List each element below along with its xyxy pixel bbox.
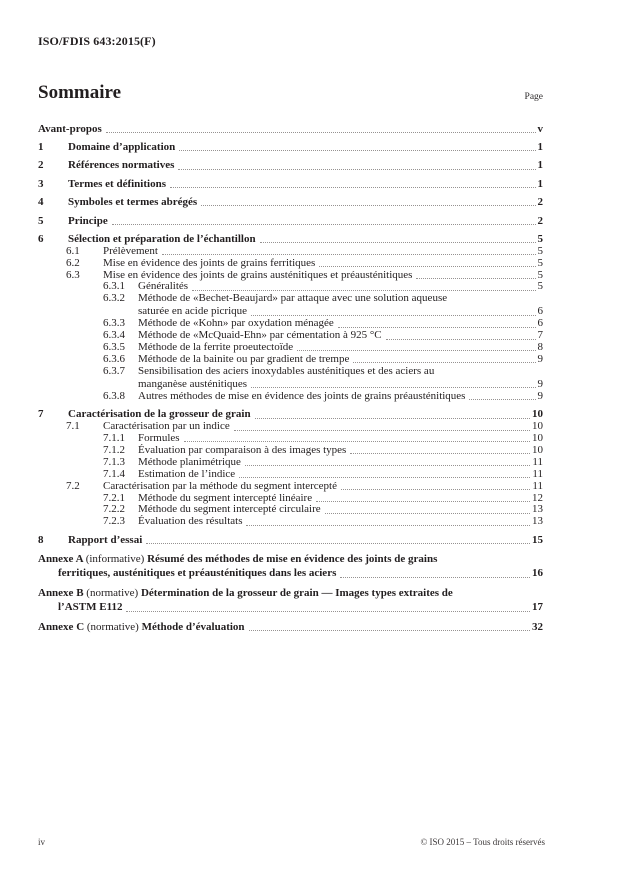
entry-number: 7.1 (66, 420, 80, 433)
entry-title: Symboles et termes abrégés (68, 196, 198, 209)
entry-page-number: 10 (532, 420, 543, 433)
entry-title-continued: ferritiques, austénitiques et préausténitiques dans les aciers (58, 566, 337, 579)
dot-leader (126, 611, 530, 612)
entry-page-number: 10 (532, 408, 543, 421)
toc-entry[interactable] (38, 258, 543, 270)
entry-page-number: 12 (532, 491, 543, 504)
entry-title: Principe (68, 214, 108, 227)
dot-leader (260, 242, 536, 243)
entry-title: Détermination de la grosseur de grain — Images types extraites de (140, 586, 453, 599)
entry-number: 5 (38, 214, 44, 227)
dot-leader (319, 266, 535, 267)
entry-title: Méthode de «Bechet-Beaujard» par attaque avec une solution aqueuse (138, 292, 448, 305)
dot-leader (246, 525, 530, 526)
dot-leader (106, 132, 536, 133)
entry-number: 6.3.1 (103, 280, 125, 293)
annex-label: Annexe B (38, 586, 87, 599)
entry-title-continued: l’ASTM E112 (58, 600, 123, 613)
entry-title: Sensibilisation des aciers inoxydables austénitiques et des aciers au (138, 364, 435, 377)
dot-leader (469, 399, 535, 400)
entry-title: Rapport d’essai (68, 533, 143, 546)
entry-number: 7 (38, 408, 44, 421)
entry-title: Mise en évidence des joints de grains austénitiques et préausténitiques (103, 268, 413, 281)
entry-page-number: 5 (537, 268, 543, 281)
page-title: Sommaire (38, 82, 122, 103)
entry-title: Mise en évidence des joints de grains ferritiques (103, 256, 316, 269)
entry-title: Méthode du segment intercepté circulaire (138, 503, 321, 516)
entry-number: 7.2 (66, 479, 80, 492)
entry-page-number: 6 (537, 317, 543, 330)
dot-leader (192, 290, 535, 291)
entry-title: Avant-propos (38, 122, 102, 135)
entry-title: Évaluation des résultats (138, 515, 243, 528)
dot-leader (184, 441, 530, 442)
entry-number: 7.1.4 (103, 467, 125, 480)
entry-number: 4 (38, 196, 44, 209)
entry-title: Caractérisation de la grosseur de grain (68, 408, 251, 421)
annex-qualifier: (informative) (85, 552, 148, 565)
dot-leader (340, 577, 530, 578)
toc-entry[interactable] (38, 552, 543, 566)
dot-leader (179, 150, 535, 151)
entry-title: Méthode planimétrique (138, 455, 241, 468)
entry-title-continued: manganèse austénitiques (138, 377, 248, 390)
entry-number: 7.2.3 (103, 515, 125, 528)
entry-title: Résumé des méthodes de mise en évidence des joints de grains (147, 552, 438, 565)
entry-page-number: 1 (537, 177, 543, 190)
entry-number: 7.2.2 (103, 503, 125, 516)
entry-number: 7.1.2 (103, 443, 125, 456)
toc-entry[interactable] (38, 141, 543, 154)
toc-entry[interactable] (38, 196, 543, 209)
toc-entry[interactable] (38, 215, 543, 228)
toc-entry[interactable] (38, 516, 543, 528)
dot-leader (350, 453, 530, 454)
entry-page-number: 5 (537, 256, 543, 269)
footer-page-number: iv (38, 837, 46, 847)
entry-title: Caractérisation par un indice (103, 420, 230, 433)
toc-entry[interactable] (38, 391, 543, 403)
entry-page-number: 13 (532, 503, 543, 516)
entry-page-number: 11 (532, 479, 543, 492)
dot-leader (112, 224, 536, 225)
toc-entry-continuation[interactable] (38, 378, 543, 391)
toc-entry-continuation[interactable] (38, 600, 543, 615)
entry-page-number: 11 (532, 467, 543, 480)
entry-number: 8 (38, 533, 44, 546)
entry-title: Méthode de «Kohn» par oxydation ménagée (138, 317, 334, 330)
annex-qualifier: (normative) (86, 620, 142, 633)
entry-page-number: 7 (537, 329, 543, 342)
entry-page-number: 11 (532, 455, 543, 468)
entry-number: 6 (38, 232, 44, 245)
entry-title: Termes et définitions (68, 177, 166, 190)
entry-number: 6.2 (66, 256, 80, 269)
annex-label: Annexe C (38, 620, 87, 633)
entry-title: Méthode de la bainite ou par gradient de trempe (138, 352, 350, 365)
entry-page-number: 5 (537, 280, 543, 293)
toc-entry[interactable] (38, 123, 543, 136)
entry-title: Sélection et préparation de l’échantillon (68, 232, 256, 245)
entry-page-number: 5 (537, 232, 543, 245)
entry-title: Références normatives (68, 159, 175, 172)
entry-number: 6.3.7 (103, 364, 125, 377)
entry-page-number: 2 (537, 196, 543, 209)
entry-page-number: 9 (537, 377, 543, 390)
entry-page-number: v (537, 122, 543, 135)
entry-page-number: 17 (532, 600, 543, 613)
entry-page-number: 10 (532, 443, 543, 456)
dot-leader (234, 430, 530, 431)
entry-title: Méthode de la ferrite proeutectoïde (138, 341, 294, 354)
dot-leader (162, 254, 536, 255)
entry-page-number: 5 (537, 244, 543, 257)
annex-qualifier: (normative) (86, 586, 141, 599)
dot-leader (170, 187, 536, 188)
entry-page-number: 13 (532, 515, 543, 528)
entry-page-number: 32 (532, 620, 543, 633)
dot-leader (251, 387, 535, 388)
toc-entry[interactable] (38, 620, 543, 634)
entry-number: 6.3 (66, 268, 80, 281)
toc-entry[interactable] (38, 586, 543, 600)
toc-entry[interactable] (38, 159, 543, 172)
page-column-label: Page (524, 92, 543, 102)
entry-title: Autres méthodes de mise en évidence des joints de grains préausténitiques (138, 389, 466, 402)
toc-entry[interactable] (38, 246, 543, 258)
entry-number: 7.2.1 (103, 491, 125, 504)
entry-page-number: 10 (532, 432, 543, 444)
dot-leader (386, 339, 536, 340)
entry-page-number: 15 (532, 533, 543, 546)
entry-title: Généralités (138, 280, 189, 293)
entry-title-continued: saturée en acide picrique (138, 305, 248, 318)
page-footer (38, 837, 545, 847)
entry-title: Méthode du segment intercepté linéaire (138, 491, 313, 504)
document-reference: ISO/FDIS 643:2015(F) (38, 34, 156, 48)
dot-leader (249, 630, 530, 631)
toc-entry-continuation[interactable] (38, 566, 543, 581)
entry-number: 6.3.3 (103, 317, 125, 330)
entry-number: 7.1.3 (103, 455, 125, 468)
entry-page-number: 9 (537, 352, 543, 365)
entry-page-number: 16 (532, 566, 543, 579)
entry-number: 3 (38, 177, 44, 190)
entry-title: Évaluation par comparaison à des images types (138, 443, 347, 456)
dot-leader (316, 501, 530, 502)
toc-entry[interactable] (38, 481, 543, 493)
toc-entry[interactable] (38, 457, 543, 469)
annex-label: Annexe A (38, 552, 86, 565)
entry-number: 2 (38, 159, 44, 172)
entry-number: 6.3.4 (103, 329, 125, 342)
toc-entry[interactable] (38, 534, 543, 547)
dot-leader (325, 513, 530, 514)
toc-header (38, 82, 543, 103)
entry-number: 6.3.6 (103, 352, 125, 365)
entry-title: Formules (138, 432, 180, 444)
entry-page-number: 8 (537, 341, 543, 354)
dot-leader (297, 350, 535, 351)
entry-title: Caractérisation par la méthode du segment intercepté (103, 479, 337, 492)
toc-list (38, 117, 543, 634)
entry-number: 7.1.1 (103, 432, 125, 444)
toc-entry[interactable] (38, 178, 543, 191)
dot-leader (338, 327, 536, 328)
entry-title: Domaine d’application (68, 140, 176, 153)
entry-number: 6.3.5 (103, 341, 125, 354)
entry-title: Méthode d’évaluation (141, 620, 245, 633)
entry-title: Méthode de «McQuaid-Ehn» par cémentation à 925 °C (138, 329, 382, 342)
dot-leader (255, 418, 530, 419)
toc-entry[interactable] (38, 366, 543, 378)
entry-page-number: 2 (537, 214, 543, 227)
dot-leader (251, 315, 535, 316)
dot-leader (201, 205, 535, 206)
entry-number: 6.3.8 (103, 389, 125, 402)
entry-page-number: 1 (537, 159, 543, 172)
entry-number: 1 (38, 140, 44, 153)
dot-leader (178, 169, 535, 170)
dot-leader (245, 465, 530, 466)
entry-title: Estimation de l’indice (138, 467, 236, 480)
entry-number: 6.1 (66, 244, 80, 257)
dot-leader (146, 543, 530, 544)
dot-leader (239, 477, 530, 478)
entry-page-number: 6 (537, 305, 543, 318)
toc-entry[interactable] (38, 469, 543, 481)
entry-number: 6.3.2 (103, 292, 125, 305)
toc-entry[interactable] (38, 293, 543, 305)
dot-leader (341, 489, 530, 490)
entry-title: Prélèvement (103, 244, 158, 257)
toc-entry[interactable] (38, 233, 543, 246)
entry-page-number: 1 (537, 140, 543, 153)
footer-copyright: © ISO 2015 – Tous droits réservés (420, 837, 545, 847)
dot-leader (416, 278, 535, 279)
entry-page-number: 9 (537, 389, 543, 402)
dot-leader (353, 362, 535, 363)
